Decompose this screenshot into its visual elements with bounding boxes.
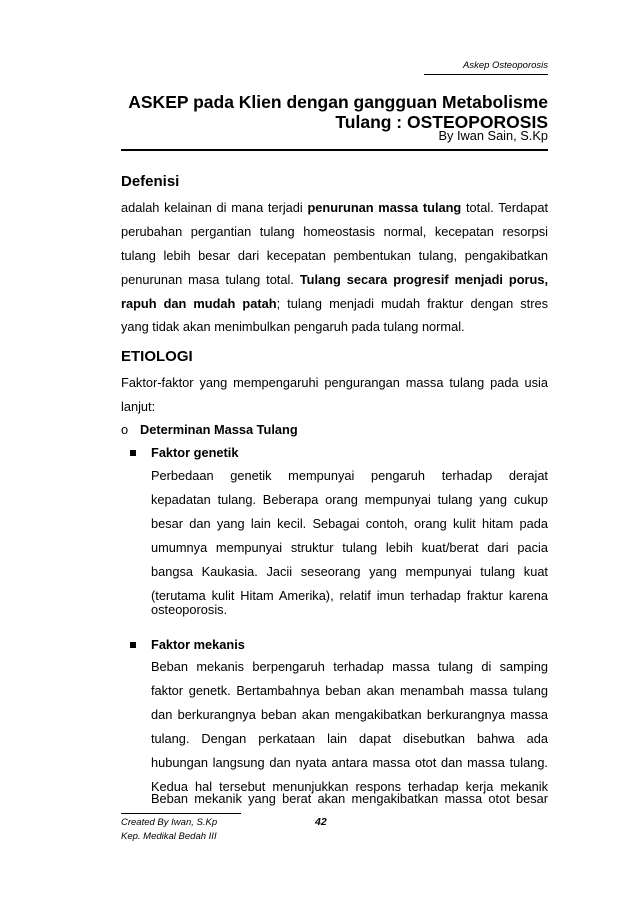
defenisi-line-5: [121, 296, 548, 312]
defenisi-line-6: yang tidak akan menimbulkan pengaruh pada tulang normal.: [121, 319, 465, 334]
emphasis: rapuh dan mudah patah: [121, 296, 277, 311]
text-run: ; tulang menjadi mudah fraktur dengan stres: [276, 296, 548, 311]
list-marker-circle: o: [121, 422, 129, 437]
mekanis-line: tulang. Dengan perkataan lain dapat disebutkan bahwa ada: [151, 731, 548, 746]
text-run: total. Terdapat: [461, 200, 548, 215]
mekanis-line: Beban mekanis berpengaruh terhadap massa tulang di samping: [151, 659, 548, 674]
author-byline: By Iwan Sain, S.Kp: [438, 128, 548, 143]
page-number: 42: [315, 816, 327, 828]
text-run: penurunan masa tulang total.: [121, 272, 300, 287]
defenisi-line-4: [121, 272, 548, 288]
header-rule: [424, 74, 548, 75]
genetik-line: kepadatan tulang. Beberapa orang mempunyai tulang yang cukup: [151, 492, 548, 507]
subheading-faktor-mekanis: Faktor mekanis: [151, 637, 245, 652]
genetik-line: (terutama kulit Hitam Amerika), relatif imun terhadap fraktur karena: [151, 588, 548, 603]
genetik-line: Perbedaan genetik mempunyai pengaruh terhadap derajat: [151, 468, 548, 483]
mekanis-line: dan berkurangnya beban akan mengakibatkan berkurangnya massa: [151, 707, 548, 722]
etiologi-line-2: lanjut:: [121, 399, 156, 414]
genetik-line: umumnya mempunyai struktur tulang lebih kuat/berat dari pacia: [151, 540, 548, 555]
section-heading-defenisi: Defenisi: [121, 173, 180, 190]
bullet-square-icon: [130, 642, 136, 648]
genetik-line: besar dan yang lain kecil. Sebagai contoh, orang kulit hitam pada: [151, 516, 548, 531]
defenisi-line-1: [121, 200, 548, 216]
footer-rule: [121, 813, 241, 814]
etiologi-line-1: Faktor-faktor yang mempengaruhi pengurangan massa tulang pada usia: [121, 375, 548, 390]
genetik-line: bangsa Kaukasia. Jacii seseorang yang mempunyai tulang kuat: [151, 564, 548, 579]
footer-created-by: Created By Iwan, S.Kp: [121, 817, 218, 828]
defenisi-line-3: tulang lebih besar dari kecepatan pembentukan tulang, pengakibatkan: [121, 248, 548, 263]
subheading-determinan: Determinan Massa Tulang: [140, 422, 298, 437]
section-heading-etiologi: ETIOLOGI: [121, 348, 193, 365]
subheading-faktor-genetik: Faktor genetik: [151, 445, 239, 460]
genetik-line: osteoporosis.: [151, 602, 228, 617]
running-header: Askep Osteoporosis: [462, 60, 548, 71]
document-title-line1: ASKEP pada Klien dengan gangguan Metabolisme: [128, 92, 548, 112]
document-title-line2: Tulang : OSTEOPOROSIS: [335, 112, 548, 132]
mekanis-line: hubungan langsung dan nyata antara massa otot dan massa tulang.: [151, 755, 548, 770]
title-rule: [121, 149, 548, 151]
mekanis-line: Kedua hal tersebut menunjukkan respons terhadap kerja mekanik: [151, 779, 548, 794]
footer-course: Kep. Medikal Bedah III: [121, 831, 217, 842]
mekanis-line: faktor genetk. Bertambahnya beban akan menambah massa tulang: [151, 683, 548, 698]
text-run: adalah kelainan di mana terjadi: [121, 200, 308, 215]
emphasis: Tulang secara progresif menjadi porus,: [299, 272, 548, 287]
bullet-square-icon: [130, 450, 136, 456]
emphasis: penurunan massa tulang: [307, 200, 462, 215]
defenisi-line-2: perubahan pergantian tulang homeostasis normal, kecepatan resorpsi: [121, 224, 548, 239]
mekanis-line: Beban mekanik yang berat akan mengakibatkan massa otot besar: [151, 791, 548, 806]
